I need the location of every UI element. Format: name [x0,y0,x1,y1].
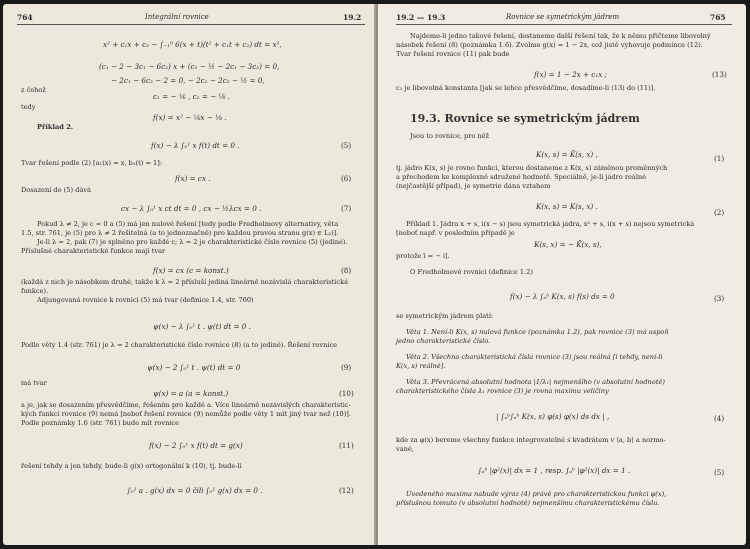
equation: K(s, x) = − K̄(x, s), [534,240,602,249]
paragraph-line: a přechodem ke komplexně sdružené hodnotě. Speciálně, je-li jádro reálné [396,173,647,181]
paragraph-line: násobek řešení (8) (poznámka 1.6). Zvolme g(x) = 1 − 2x, což jistě vyhovuje podmínce (12). [396,41,703,49]
equation: f(x) = x² − ⅙x − ⅛ . [153,113,227,122]
paragraph-line: [neboť např. v posledním případě je [396,229,515,237]
theorem-line: Věta 1. Není-li K(x, s) nulová funkce (poznámka 1.2), pak rovnice (3) má aspoň [406,328,669,336]
text-line: tedy [21,103,36,111]
header-rule [396,24,732,25]
equation-number: (12) [339,486,354,495]
equation: | ∫ₐᵇ∫ₐᵇ K(x, s) φ(s) φ(x) ds dx | , [496,412,610,421]
equation-number: (5) [714,468,725,477]
paragraph-line: (nejčastější případ), je symetrie dána vztahem [396,182,551,190]
text-line: řešení tehdy a jen tehdy, bude-li g(x) ortogonální k (10), tj. bude-li [21,462,242,470]
paragraph-line: Podle poznámky 1.6 (str. 761) bude mít rovnice [21,419,180,427]
paragraph-line: Podle věty 1.4 (str. 761) je λ = 2 charakteristické číslo rovnice (8) (a to jediné). Řešení rovnice [21,341,338,349]
equation-number: (2) [714,208,725,217]
theorem-line: charakteristického čísla λ₁ rovnice (3) je rovna maximu veličiny [396,387,609,395]
paragraph-line: kých funkcí rovnice (9) nemá [neboť řešení rovnice (9) nemůže podle věty 1 mít jiný tvar než (10)]. [21,410,351,418]
text-line: má tvar [21,379,47,387]
theorem-line: Věta 2. Všechna charakteristická čísla rovnice (3) jsou reálná [i tehdy, není-li [406,353,663,361]
paragraph-line: Je-li λ = 2, pak (7) je splněno pro každé c; λ = 2 je charakteristické číslo rovnice (5) (jediné). [37,238,348,246]
theorem-line: Věta 3. Převrácená absolutní hodnota |1/λ₁| nejmenšího (v absolutní hodnotě) [406,378,665,386]
equation-number: (13) [712,70,727,79]
running-header: Integrální rovnice [145,13,209,21]
equation: f(x) − 2 ∫₀¹ x f(t) dt = g(x) [149,441,243,450]
paragraph-line: příslušnou tomuto (v absolutní hodnotě) nejmenšímu charakteristickému číslu. [396,499,660,507]
text-line: Dosazení do (5) dává [21,186,91,194]
paragraph-line: Pokud λ ≠ 2, je c = 0 a (5) má jen nulové řešení [tedy podle Fredholmovy alternativy, věta [37,220,339,228]
paragraph-line: Příklad 1. Jádra x + s, i(x − s) jsou symetrická jádra, x² + s, i(x + s) nejsou symetrická [406,220,695,228]
text-line: z čehož [21,86,46,94]
equation: cx − λ ∫₀¹ x ct dt = 0 , cx − ½λcx = 0 . [121,204,262,213]
equation: c₁ = − ⅙ , c₂ = − ⅛ , [153,92,230,101]
text-line: Tvar řešení podle (2) [a₁(x) = x, b₁(t) = 1]: [21,159,163,167]
paragraph-line: protože ī = − i]. [396,252,450,260]
example-heading: Příklad 2. [37,123,74,131]
theorem-line: K(x, s) reálné]. [396,362,446,370]
equation-number: (1) [714,154,725,163]
equation-number: (7) [341,204,352,213]
paragraph-line: Tvar řešení rovnice (11) pak bude [396,50,510,58]
equation: − 2c₁ − 6c₂ − 2 = 0, − 2c₁ − 2c₂ − ½ = 0, [111,76,265,85]
equation: (c₁ − 2 − 3c₁ − 6c₂) x + (c₂ − ½ − 2c₁ − 3c₂) = 0, [99,62,280,71]
equation-number: (9) [341,363,352,372]
paragraph-line: Najdeme-li jedno takové řešení, dostaneme další řešení tak, že k němu přičteme libovolný [410,32,711,40]
equation: K(x, s) = K̄(s, x) , [536,150,598,159]
running-header: Rovnice se symetrickým jádrem [506,13,620,21]
equation: x² + c₁x + c₂ − ∫₋₁⁰ 6(x + t)(t² + c₁t + c₂) dt = x², [103,40,282,49]
equation-number: (3) [714,294,725,303]
paragraph-line: Uvedeného maxima nabude výraz (4) právě pro charakteristickou funkci φ(x), [406,490,667,498]
equation: K(x, s) = K(s, x) . [536,202,598,211]
right-page [378,4,746,545]
equation: f(x) = cx (c = konst.) [153,266,229,275]
equation: ∫₀¹ a . g(x) dx = 0 čili ∫₀¹ g(x) dx = 0 . [127,486,263,495]
header-rule [17,24,365,25]
equation-number: (10) [339,389,354,398]
equation: f(x) = 1 − 2x + c₁x ; [534,70,607,79]
paragraph-line: 1.5, str. 761, je (5) pro λ ≠ 2 řešitelná (a to jednoznačně) pro každou pravou stranu g(x) ∈ L₂)]. [21,229,339,237]
section-range: 19.2 — 19.3 [396,13,446,22]
text-line: Jsou to rovnice, pro něž [410,132,490,140]
paragraph-line: a je, jak se dosazením přesvědčíme, řešením pro každé a. Více lineárně nezávislých charakteristic- [21,401,351,409]
section-number: 19.2 [343,13,362,22]
equation-number: (8) [341,266,352,275]
equation: ψ(x) = a (a = konst.) [153,389,229,398]
text-line: O Fredholmově rovnici (definice 1.2) [410,268,533,276]
equation: f(x) − λ ∫ₐᵇ K(x, s) f(s) ds = 0 [510,292,615,301]
paragraph-line: (každá z nich je násobkem druhé, takže k λ = 2 přísluší jediná lineárně nezávislá charakteristická [21,278,348,286]
paragraph-line: Příslušné charakteristické funkce mají tvar [21,247,166,255]
equation: ψ(x) − λ ∫₀¹ t . ψ(t) dt = 0 . [153,322,251,331]
equation: f(x) = cx . [175,174,211,183]
equation-number: (11) [339,441,354,450]
left-page [3,4,376,545]
equation: ψ(x) − 2 ∫₀¹ t . ψ(t) dt = 0 [147,363,241,372]
section-title: 19.3. Rovnice se symetrickým jádrem [410,112,640,125]
equation-number: (4) [714,414,725,423]
paragraph-line: tj. jádro K(x, s) je rovno funkci, kterou dostaneme z K(x, s) záměnou proměnných [396,164,668,172]
paragraph-line: vané, [396,445,414,453]
text-line: se symetrickým jádrem platí: [396,312,494,320]
page-number: 765 [710,13,726,22]
equation: ∫ₐᵇ |φ²(x)| dx = 1 , resp. ∫ₐᵇ |φ²(x)| dx = 1 . [478,466,631,475]
equation: f(x) − λ ∫₀¹ x f(t) dt = 0 . [151,141,240,150]
paragraph-line: funkce). [21,287,49,295]
paragraph-line: Adjungovaná rovnice k rovnici (5) má tvar (definice 1.4, str. 760) [37,296,254,304]
equation-number: (5) [341,141,352,150]
equation-number: (6) [341,174,352,183]
paragraph-line: c₁ je libovolná konstanta [jak se lehce přesvědčíme, dosadíme-li (13) do (11)]. [396,84,656,92]
paragraph-line: kde za φ(x) bereme všechny funkce integrovatelné s kvadrátem v ⟨a, b⟩ a normo- [396,436,666,444]
theorem-line: jedno charakteristické číslo. [396,337,491,345]
page-number: 764 [17,13,33,22]
